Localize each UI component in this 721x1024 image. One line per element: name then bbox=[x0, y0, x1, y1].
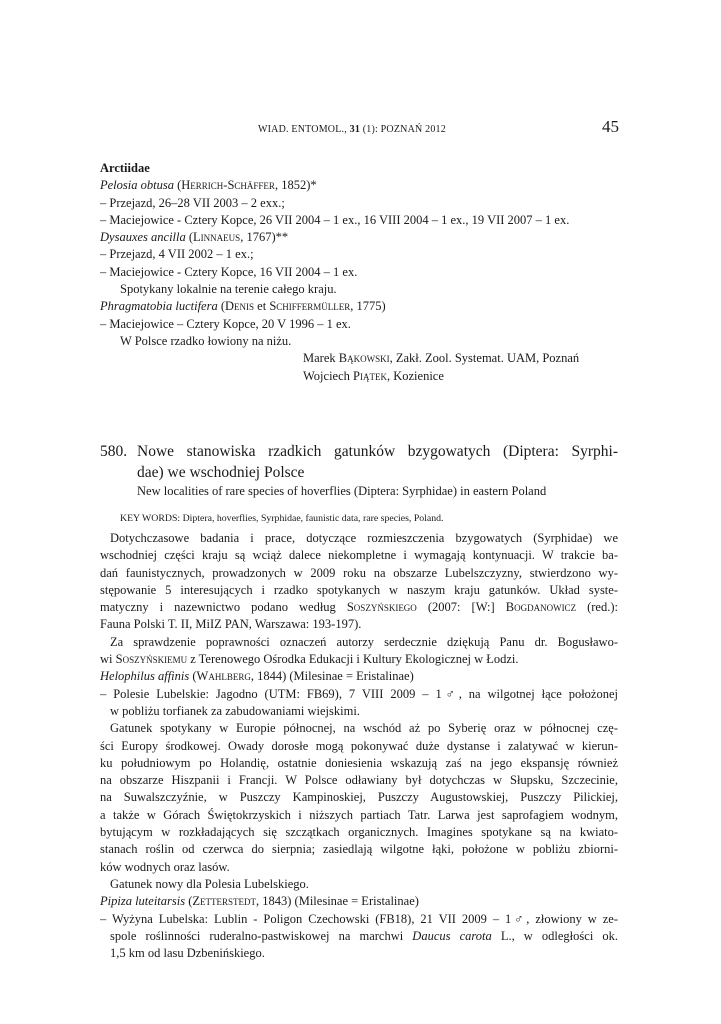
species-author: Wahlberg bbox=[196, 669, 251, 684]
article-title-line: dae) we wschodniej Polsce bbox=[137, 464, 305, 481]
species-name: Helophilus affinis bbox=[100, 669, 190, 684]
species-entry: Helophilus affinis (Wahlberg, 1844) (Milesinae = Eristalinae) bbox=[100, 669, 414, 684]
paragraph-line: bytującym w rozkładających się szczątkach organicznych. Imagines spotykane są na kwiato- bbox=[100, 825, 618, 840]
paragraph-line: Gatunek nowy dla Polesia Lubelskiego. bbox=[110, 876, 309, 891]
article-subtitle: New localities of rare species of hoverflies (Diptera: Syrphidae) in eastern Poland bbox=[137, 484, 547, 498]
article-number: 580. bbox=[100, 443, 128, 460]
record-line: – Maciejowice – Cztery Kopce, 20 V 1996 – 1 ex. bbox=[100, 316, 351, 331]
paragraph-line: wi Soszyńskiemu z Terenowego Ośrodka Edukacji i Kultury Ekologicznej w Łodzi. bbox=[100, 652, 519, 667]
key-words: KEY WORDS: Diptera, hoverflies, Syrphidae, faunistic data, rare species, Poland. bbox=[120, 513, 444, 524]
record-line: 1,5 km od lasu Dzbenińskiego. bbox=[110, 946, 265, 961]
paragraph-line: wschodniej części kraju są wciąż dalece niekompletne i wymagają kontynuacji. W trakcie ba- bbox=[100, 548, 618, 563]
record-line: – Przejazd, 26–28 VII 2003 – 2 exx.; bbox=[100, 195, 285, 210]
running-head-journal: WIAD. ENTOMOL., bbox=[258, 124, 350, 135]
record-line: – Przejazd, 4 VII 2002 – 1 ex.; bbox=[100, 247, 254, 262]
arctiidae-section bbox=[100, 160, 618, 385]
running-head-volume: 31 bbox=[349, 124, 361, 135]
paragraph-line: na Suwalszczyźnie, w Puszczy Kampinoskiej, Puszczy Augustowskiej, Puszczy Pilickiej, bbox=[100, 790, 618, 805]
author-affiliation: , Kozienice bbox=[386, 368, 444, 383]
species-entry: Phragmatobia luctifera (Denis et Schiffermüller, 1775) bbox=[100, 299, 386, 314]
author-name: Bąkowski bbox=[338, 351, 390, 366]
paragraph-line: ści Europy środkowej. Owady dorosłe mogą pokonywać duże dystanse i zalatywać w kierun- bbox=[100, 738, 618, 753]
cited-author: Soszyńskiego bbox=[346, 600, 417, 615]
record-line: – Wyżyna Lubelska: Lublin - Poligon Czechowski (FB18), 21 VII 2009 – 1♂, złowiony w ze- bbox=[100, 911, 618, 926]
paragraph-line: Gatunek spotykany w Europie północnej, na wschód aż po Syberię oraz w północnej czę- bbox=[110, 721, 618, 736]
species-name: Pelosia obtusa bbox=[100, 178, 174, 193]
paragraph-line: Za sprawdzenie poprawności oznaczeń autorzy serdecznie dziękują Panu dr. Bogusławo- bbox=[110, 634, 618, 649]
running-head-issue: (1): POZNAŃ 2012 bbox=[360, 124, 446, 135]
species-author: Herrich-Schäffer bbox=[181, 178, 275, 193]
cited-author: Bogdanowicz bbox=[505, 600, 577, 615]
running-head bbox=[258, 124, 446, 135]
species-entry: Pelosia obtusa (Herrich-Schäffer, 1852)* bbox=[100, 178, 317, 193]
species-author: Denis bbox=[225, 299, 255, 314]
record-line: spole roślinności ruderalno-pastwiskowej na marchwi Daucus carota L., w odległości ok. bbox=[110, 928, 618, 943]
acknowledged-person: Soszyńskiemu bbox=[115, 652, 188, 667]
paragraph-line: na obszarze Hiszpanii i Francji. W Polsce odławiany był dotychczas w Słupsku, Szczecinie, bbox=[100, 773, 618, 788]
record-line: – Maciejowice - Cztery Kopce, 26 VII 2004 – 1 ex., 16 VIII 2004 – 1 ex., 19 VII 2007 – 1 ex. bbox=[100, 212, 570, 227]
species-author: Zetterstedt bbox=[192, 894, 257, 909]
species-name: Pipiza luteitarsis bbox=[100, 894, 186, 909]
record-line: – Polesie Lubelskie: Jagodno (UTM: FB69), 7 VIII 2009 – 1♂, na wilgotnej łące położonej bbox=[100, 686, 618, 701]
species-name: Phragmatobia luctifera bbox=[100, 299, 218, 314]
author-name: Piątek bbox=[353, 368, 387, 383]
note-line: W Polsce rzadko łowiony na niżu. bbox=[120, 333, 292, 348]
paragraph-line: Dotychczasowe badania i prace, dotyczące rozmieszczenia bzygowatych (Syrphidae) we bbox=[110, 531, 618, 545]
note-line: Spotykany lokalnie na terenie całego kraju. bbox=[120, 282, 337, 297]
article-title-line: Nowe stanowiska rzadkich gatunków bzygowatych (Diptera: Syrphi- bbox=[137, 443, 618, 460]
author-signature: Wojciech Piątek, Kozienice bbox=[303, 368, 444, 383]
paragraph-line: ku południowym po Holandię, ostatnie doniesienia wskazują zaś na jego ekspansję również bbox=[100, 755, 618, 770]
species-name: Dysauxes ancilla bbox=[100, 230, 186, 245]
page-number: 45 bbox=[602, 117, 619, 136]
author-signature: Marek Bąkowski, Zakł. Zool. Systemat. UAM, Poznań bbox=[303, 351, 580, 366]
author-affiliation: , Zakł. Zool. Systemat. UAM, Poznań bbox=[389, 351, 580, 366]
species-entry: Pipiza luteitarsis (Zetterstedt, 1843) (Milesinae = Eristalinae) bbox=[100, 894, 419, 909]
paragraph-line: dań faunistycznych, prowadzonych w 2009 roku na obszarze Lubelszczyzny, stwierdzono wy- bbox=[100, 565, 618, 580]
paragraph-line: matyczny i nazewnictwo podano według Soszyńskiego (2007: [W:] Bogdanowicz (red.): bbox=[100, 600, 618, 615]
species-author: Linnaeus bbox=[193, 230, 241, 245]
family-heading: Arctiidae bbox=[100, 161, 150, 175]
record-line: – Maciejowice - Cztery Kopce, 16 VII 2004 – 1 ex. bbox=[100, 264, 358, 279]
paragraph-line: stępowanie 5 interesujących i rzadko spotykanych w naszym kraju gatunków. Układ syste- bbox=[100, 582, 618, 597]
article-body bbox=[100, 530, 618, 962]
species-author: Schiffermüller bbox=[269, 299, 351, 314]
plant-species-name: Daucus carota bbox=[412, 928, 492, 943]
species-entry: Dysauxes ancilla (Linnaeus, 1767)** bbox=[100, 230, 289, 245]
article-title bbox=[100, 441, 618, 483]
paragraph-line: ków wodnych oraz lasów. bbox=[100, 859, 230, 874]
paragraph-line: Fauna Polski T. II, MiIZ PAN, Warszawa: 193-197). bbox=[100, 617, 362, 632]
paragraph-line: a także w Górach Świętokrzyskich i niższych partiach Tatr. Larwa jest saprofagiem wodnym, bbox=[100, 807, 618, 822]
record-line: w pobliżu torfianek za zabudowaniami wiejskimi. bbox=[110, 703, 360, 718]
paragraph-line: stanach roślin od czerwca do sierpnia; zasiedlają wilgotne łąki, położone w pobliżu zbiorni- bbox=[100, 842, 618, 857]
